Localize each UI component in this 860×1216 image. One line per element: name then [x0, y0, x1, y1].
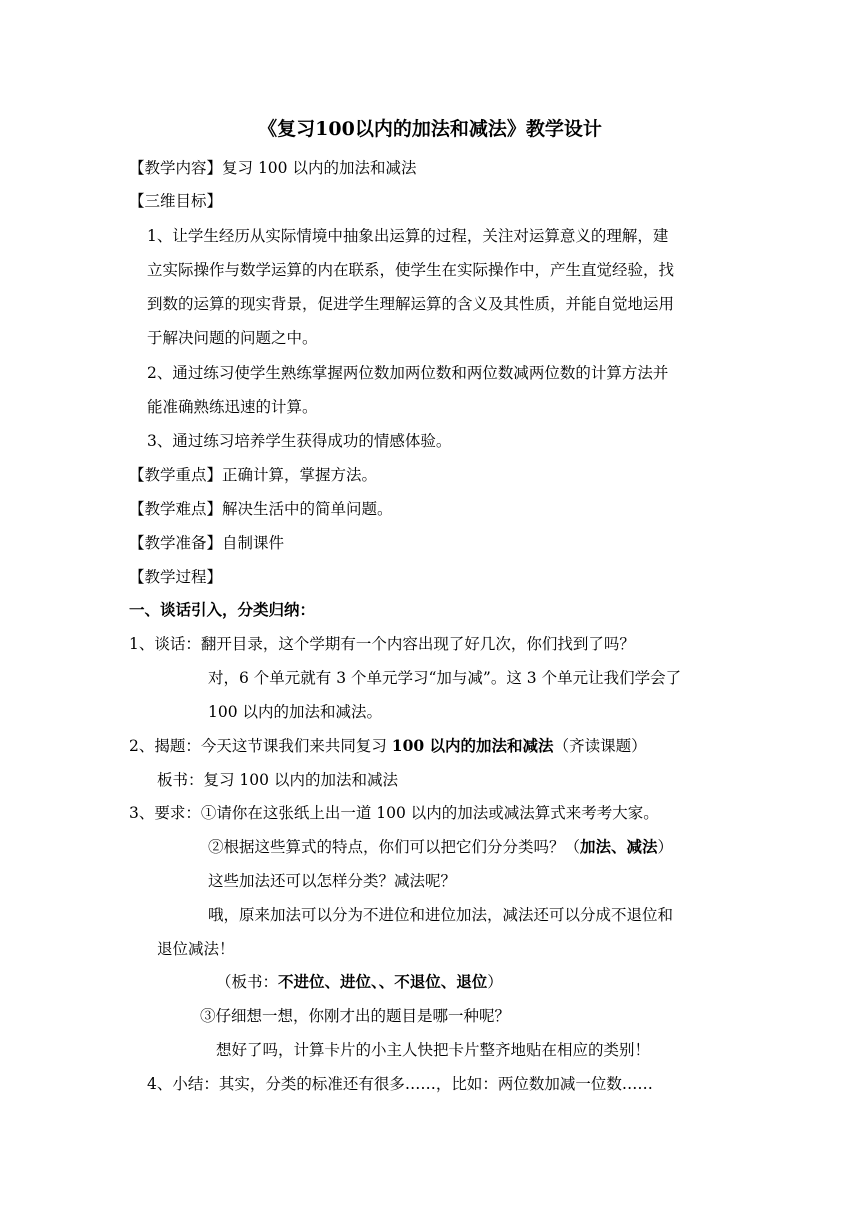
- goal-1-line-2: 立实际操作与数学运算的内在联系，使学生在实际操作中，产生直觉经验，找: [147, 261, 675, 279]
- step-2-line-2: 板书：复习 100 以内的加法和减法: [157, 771, 398, 789]
- teaching-content-label: 【教学内容】: [129, 159, 223, 177]
- goal-2-line-1: 2、通过练习使学生熟练掌握两位数加两位数和两位数减两位数的计算方法并: [147, 364, 669, 382]
- step-4-line-1: 4、小结：其实，分类的标准还有很多……，比如：两位数加减一位数……: [147, 1075, 653, 1093]
- goal-1-line-3: 到数的运算的现实背景，促进学生理解运算的含义及其性质，并能自觉地运用: [147, 295, 675, 313]
- step-3-line-6-bold: 不进位、进位、、不退位、退位: [278, 972, 488, 991]
- teaching-content-row: [129, 158, 416, 178]
- goals-label: 【三维目标】: [129, 192, 223, 210]
- step-3-line-6-suffix: ）: [487, 973, 503, 991]
- step-2-prefix: 2、揭题：今天这节课我们来共同复习: [129, 737, 392, 755]
- step-3-line-5: 退位减法！: [157, 940, 235, 958]
- goal-1-line-1: 1、让学生经历从实际情境中抽象出运算的过程，关注对运算意义的理解，建: [147, 227, 669, 245]
- step-2-line-1: [129, 736, 647, 756]
- key-points-row: [129, 465, 377, 485]
- step-3-line-1: 3、要求：①请你在这张纸上出一道 100 以内的加法或减法算式来考考大家。: [129, 804, 659, 822]
- key-points-label: 【教学重点】: [129, 466, 223, 484]
- key-points-text: 正确计算，掌握方法。: [222, 466, 378, 484]
- step-3-line-2-prefix: ②根据这些算式的特点，你们可以把它们分分类吗？（: [208, 838, 581, 856]
- step-3-line-2: [208, 837, 673, 857]
- step-2-topic-bold: 100 以内的加法和减法: [391, 736, 554, 755]
- section-1-heading: 一、谈话引入，分类归纳：: [129, 600, 316, 619]
- step-3-line-2-bold: 加法、减法: [580, 837, 658, 856]
- goal-2-line-2: 能准确熟练迅速的计算。: [147, 398, 318, 416]
- step-3-line-6-prefix: （板书：: [216, 973, 279, 991]
- difficulty-label: 【教学难点】: [129, 500, 223, 518]
- difficulty-row: [129, 499, 393, 519]
- step-3-line-7: ③仔细想一想，你刚才出的题目是哪一种呢？: [200, 1007, 511, 1025]
- step-1-line-3: 100 以内的加法和减法。: [208, 703, 383, 721]
- difficulty-text: 解决生活中的简单问题。: [222, 500, 393, 518]
- preparation-label: 【教学准备】: [129, 534, 223, 552]
- step-2-suffix: （齐读课题）: [553, 737, 647, 755]
- step-3-line-8: 想好了吗，计算卡片的小主人快把卡片整齐地贴在相应的类别！: [216, 1041, 651, 1059]
- step-1-line-1: 1、谈话：翻开目录，这个学期有一个内容出现了好几次，你们找到了吗？: [129, 635, 635, 653]
- step-3-line-6: [216, 972, 503, 992]
- step-3-line-3: 这些加法还可以怎样分类？减法呢？: [208, 872, 457, 890]
- preparation-text: 自制课件: [222, 534, 285, 552]
- document-title: 《复习100以内的加法和减法》教学设计: [258, 118, 602, 140]
- step-3-line-4: 哦，原来加法可以分为不进位和进位加法，减法还可以分成不退位和: [208, 906, 674, 924]
- step-3-line-2-suffix: ）: [657, 838, 674, 856]
- step-1-line-2: 对，6 个单元就有 3 个单元学习“加与减”。这 3 个单元让我们学会了: [208, 669, 682, 687]
- process-label: 【教学过程】: [129, 568, 223, 586]
- preparation-row: [129, 533, 284, 553]
- goal-1-line-4: 于解决问题的问题之中。: [147, 329, 318, 347]
- goal-3-line-1: 3、通过练习培养学生获得成功的情感体验。: [147, 432, 452, 450]
- teaching-content-text: 复习 100 以内的加法和减法: [222, 159, 417, 177]
